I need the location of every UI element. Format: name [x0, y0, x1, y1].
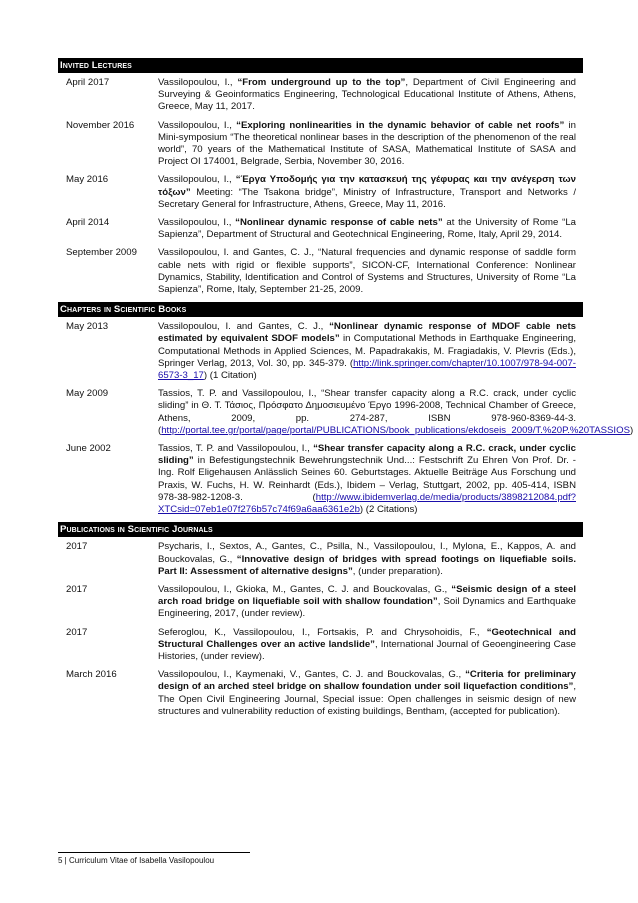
entry-list: [58, 77, 583, 296]
cv-section: [58, 302, 634, 516]
cv-entry: [58, 120, 583, 169]
cv-entry: [58, 321, 583, 382]
entry-title: “Shear transfer capacity along a R.C. crack, under cyclic sliding”: [158, 443, 576, 467]
entry-text: [158, 388, 634, 437]
entry-detail: Vassilopoulou, I.,: [158, 174, 236, 186]
section-heading: Chapters in Scientific Books: [58, 302, 583, 317]
entry-detail: Vassilopoulou, I.,: [158, 77, 238, 88]
entry-title: “Nonlinear dynamic response of cable nets”: [235, 217, 443, 229]
cv-entry: [58, 217, 583, 241]
entry-title: “From underground up to the top”: [237, 77, 406, 88]
section-heading: Invited Lectures: [58, 58, 583, 73]
entry-text: [158, 77, 576, 114]
cv-entry: [58, 77, 583, 114]
cv-entry: [58, 541, 583, 578]
entry-text: [158, 120, 576, 169]
entry-detail: Vassilopoulou, I. and Gantes, C. J., “Natural frequencies and dynamic response of saddle form cable nets with rigid or flexible supports”, SICON-CF, International Conference: Nonlinear Dynamics, Stability, Identification and Control of Systems and Structures, University of Rome “La Sapienza”, Rome, Italy, September 21-25, 2009.: [158, 247, 576, 296]
entry-text: [158, 669, 576, 718]
entry-date: April 2014: [66, 217, 110, 229]
entry-detail: , Department of Civil Engineering and Surveying & Geoinformatics Engineering, Technological Educational Institute of Athens, Athens, Greece, May 11, 2017.: [158, 77, 576, 113]
entry-title: “Innovative design of bridges with spread footings on liquefiable soils. Part II: Assessment of alternative designs”: [158, 553, 577, 577]
cv-section: [58, 58, 583, 296]
entry-detail: Vassilopoulou, I.,: [158, 217, 236, 229]
entry-detail: Tassios, T. P. and Vassilopoulou, I., “Shear transfer capacity along a R.C. crack, under cyclic sliding” in Θ. Τ. Τάσιος, Πρόσφατο Δημοσιευμένο Έργο 1996-2008, Technical Chamber of Greece, Athens, 2009, pp. 274-287, ISBN 978-960-8369-44-3. (: [158, 388, 576, 436]
cv-entry: [58, 443, 583, 516]
entry-detail: , The Open Civil Engineering Journal, Special issue: Open challenges in seismic design of new structures and vulnerability reduction of existing buildings, Bentham, (accepted for publication).: [158, 681, 576, 717]
entry-date: May 2013: [66, 321, 109, 333]
entry-title: “Nonlinear dynamic response of MDOF cable nets estimated by equivalent SDOF models”: [158, 321, 577, 345]
entry-detail: Meeting: “The Tsakona bridge”, Ministry of Infrastructure, Transport and Networks / Secretary General for Infrastructure, Athens, Greece, May 11, 2016.: [158, 186, 576, 210]
cv-entry: [58, 584, 583, 621]
entry-text: [158, 443, 576, 516]
entry-detail: , (under preparation).: [352, 565, 443, 577]
entry-detail: in Befestigungstechnik Bewehrungstechnik Und...: Festschrift Zu Ehren Von Prof. Dr. -Ing. Rolf Eligehausen Anlässlich Seines 60. Geburtstages. Aktuelle Beiträge Aus Forschung und Praxis, W. Fuchs, H. W. Reinhardt (Eds.), Ibidem – Verlag, Stuttgart, 2002, pp. 405-414, ISBN 978-38-982-1208-3. (: [158, 455, 576, 503]
entry-detail: ): [629, 424, 634, 436]
entry-detail: , Soil Dynamics and Earthquake Engineering, 2017, (under review).: [158, 596, 576, 620]
cv-entry: [58, 247, 583, 296]
section-heading: Publications in Scientific Journals: [58, 522, 583, 537]
entry-title: “Seismic design of a steel arch road bridge on liquefiable soil with shallow foundation”: [158, 583, 576, 608]
entry-date: 2017: [66, 626, 88, 638]
entry-text: [158, 584, 576, 621]
entry-detail: Vassilopoulou, I., Kaymenaki, V., Gantes, C. J. and Bouckovalas, G.,: [158, 669, 466, 681]
entry-text: [158, 321, 576, 382]
entry-title: “Criteria for preliminary design of an arched steel bridge on shallow foundation under soil liquefaction conditions”: [158, 669, 576, 693]
entry-detail: ) (1 Citation): [203, 370, 257, 382]
entry-detail: Vassilopoulou, I.,: [158, 119, 237, 131]
entry-list: [58, 541, 583, 718]
cv-section: [58, 522, 583, 718]
entry-detail: at the University of Rome “La Sapienza”, Department of Structural and Geotechnical Engineering, Rome, Italy, April 29, 2014.: [158, 217, 576, 241]
entry-text: [158, 541, 576, 578]
cv-entry: [58, 669, 583, 718]
entry-date: November 2016: [66, 119, 135, 131]
entry-detail: Vassilopoulou, I., Gkioka, M., Gantes, C. J. and Bouckovalas, G.,: [158, 583, 452, 595]
entry-detail: Seferoglou, K., Vassilopoulou, I., Fortsakis, P. and Chrysohoidis, F.,: [158, 626, 487, 638]
entry-text: [158, 217, 576, 241]
entry-title: “Exploring nonlinearities in the dynamic behavior of cable net roofs”: [236, 119, 565, 131]
entry-detail: , International Journal of Geoengineering Case Histories, (under review).: [158, 638, 576, 662]
entry-detail: Psycharis, I., Sextos, A., Gantes, C., Psilla, N., Vassilopoulou, I., Mylona, E., Kappos, A. and Bouckovalas, G.,: [158, 541, 576, 565]
cv-entry: [58, 627, 583, 664]
cv-page: [58, 58, 634, 724]
entry-detail: in Mini-symposium “The theoretical nonlinear bases in the description of the phenomenon of the real world”, 70 years of the Mathematical Institute of SASA, Mathematical Institute of SASA and Project OI 174001, Belgrade, Serbia, November 30, 2016.: [158, 119, 576, 168]
entry-date: June 2002: [66, 443, 111, 455]
cv-entry: [58, 174, 583, 211]
entry-list: [58, 321, 634, 516]
entry-date: May 2009: [66, 388, 109, 400]
entry-date: March 2016: [66, 669, 117, 681]
entry-date: April 2017: [66, 77, 110, 88]
cv-entry: [58, 388, 634, 437]
entry-text: [158, 627, 576, 664]
entry-date: May 2016: [66, 174, 109, 186]
reference-link[interactable]: http://link.springer.com/chapter/10.1007/978-94-007-6573-3_17: [158, 357, 576, 382]
entry-date: September 2009: [66, 247, 137, 259]
entry-detail: Vassilopoulou, I. and Gantes, C. J.,: [158, 321, 330, 333]
entry-detail: in Computational Methods in Earthquake Engineering, Computational Methods in Applied Sciences, M. Papadrakakis, M. Fragiadakis, V. Plevris (Eds.), Springer Verlag, 2013, Vol. 30, pp. 345-379. (: [158, 333, 576, 369]
entry-date: 2017: [66, 583, 88, 595]
entry-detail: Tassios, T. P. and Vassilopoulou, I.,: [158, 443, 314, 455]
reference-link[interactable]: http://www.ibidemverlag.de/media/products/3898212084.pdf?XTCsid=07eb1e07f276b57c74f69a6aa6361e2b: [158, 491, 576, 516]
entry-detail: ) (2 Citations): [359, 504, 418, 516]
entry-title: “Έργα Υποδομής για την κατασκευή της γέφυρας και την ανέγερση των τόξων”: [158, 174, 576, 198]
entry-text: [158, 247, 576, 296]
entry-title: “Geotechnical and Structural Challenges over an active landslide”: [158, 626, 576, 650]
page-footer: 5 | Curriculum Vitae of Isabella Vasilopoulou: [58, 852, 250, 865]
entry-date: 2017: [66, 541, 88, 553]
reference-link[interactable]: http://portal.tee.gr/portal/page/portal/PUBLICATIONS/book_publications/ekdoseis_2009/T.%20P.%20TASSIOS: [161, 424, 630, 436]
entry-text: [158, 174, 576, 211]
